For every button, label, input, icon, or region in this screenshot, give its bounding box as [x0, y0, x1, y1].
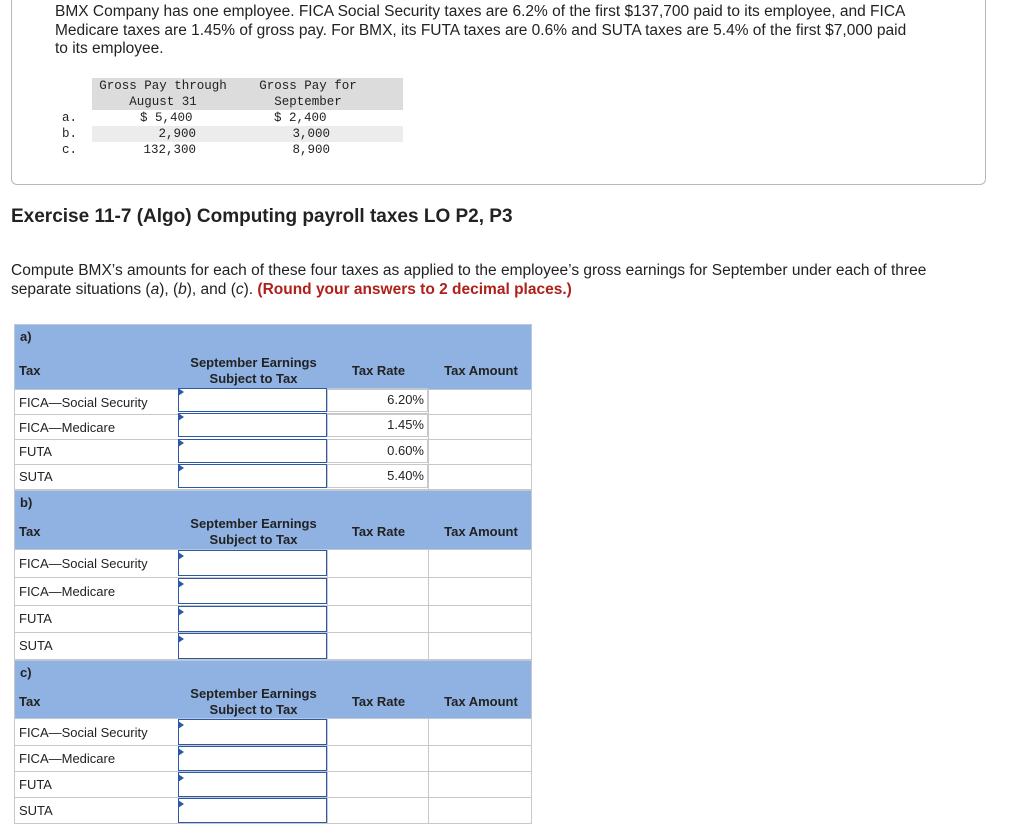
instructions-line-1: Compute BMX’s amounts for each of these four taxes as applied to the employee’s gross earnings for September under each of three	[11, 262, 927, 279]
instructions-line-2: separate situations (a), (b), and (c). (Round your answers to 2 decimal places.)	[11, 280, 572, 298]
col-header-amount: Tax Amount	[444, 694, 518, 709]
given-sep-value: 8,900	[292, 143, 330, 157]
col-header-tax: Tax	[19, 694, 41, 709]
tax-rate: 0.60%	[327, 439, 428, 463]
earnings-input-b-medicare[interactable]	[178, 578, 327, 604]
earnings-input-c-suta[interactable]	[178, 798, 327, 823]
tax-rate: 6.20%	[327, 388, 428, 412]
given-row-label: c.	[62, 143, 78, 157]
input-marker-icon	[178, 580, 184, 588]
col-header-rate: Tax Rate	[351, 363, 406, 378]
given-row-label: a.	[62, 111, 78, 125]
earnings-input-b-social-security[interactable]	[178, 550, 327, 576]
col-header-rate: Tax Rate	[351, 524, 406, 539]
tax-name: FUTA	[19, 611, 52, 626]
col-header-tax: Tax	[19, 363, 41, 378]
tax-name: FUTA	[19, 444, 52, 459]
given-aug-value: $ 5,400	[140, 111, 193, 125]
given-aug-value: 2,900	[158, 127, 196, 141]
earnings-input-a-suta[interactable]	[178, 464, 327, 488]
earnings-input-a-social-security[interactable]	[178, 388, 327, 412]
intro-line-2: Medicare taxes are 1.45% of gross pay. For BMX, its FUTA taxes are 0.6% and SUTA taxes are 5.4% of the first $7,000 paid	[55, 21, 907, 39]
tax-name: FICA—Medicare	[19, 420, 116, 435]
payroll-tax-worksheet	[14, 324, 532, 825]
section-b-header	[14, 490, 532, 550]
col-header-amount: Tax Amount	[444, 363, 518, 378]
given-row-label: b.	[62, 127, 78, 141]
tax-name: SUTA	[19, 469, 53, 484]
tax-name: FICA—Social Security	[19, 395, 148, 410]
earnings-input-c-futa[interactable]	[178, 772, 327, 797]
given-col1-header-2: August 31	[129, 95, 197, 109]
intro-line-3: to its employee.	[55, 40, 164, 57]
given-col2-header-2: September	[274, 95, 342, 109]
table-border	[14, 390, 15, 824]
exercise-title: Exercise 11-7 (Algo) Computing payroll taxes LO P2, P3	[11, 206, 513, 227]
input-marker-icon	[178, 748, 184, 756]
input-marker-icon	[178, 635, 184, 643]
earnings-input-c-medicare[interactable]	[178, 746, 327, 771]
section-a-header	[14, 324, 532, 390]
col-header-earnings: September Earnings Subject to Tax	[190, 355, 317, 386]
col-header-tax: Tax	[19, 524, 41, 539]
table-border	[531, 390, 532, 824]
column-divider	[428, 390, 429, 490]
col-header-earnings: September Earnings Subject to Tax	[190, 686, 317, 717]
input-marker-icon	[178, 552, 184, 560]
tax-name: SUTA	[19, 638, 53, 653]
earnings-input-a-futa[interactable]	[178, 439, 327, 463]
earnings-input-c-social-security[interactable]	[178, 719, 327, 745]
rounding-note: (Round your answers to 2 decimal places.)	[257, 280, 572, 298]
given-sep-value: 3,000	[292, 127, 330, 141]
input-marker-icon	[178, 608, 184, 616]
tax-rate: 1.45%	[327, 413, 428, 437]
tax-name: FICA—Social Security	[19, 725, 148, 740]
tax-name: FUTA	[19, 777, 52, 792]
input-marker-icon	[178, 721, 184, 729]
problem-statement	[55, 3, 955, 59]
col-header-rate: Tax Rate	[351, 694, 406, 709]
given-sep-value: $ 2,400	[274, 111, 327, 125]
section-c-header	[14, 660, 532, 719]
intro-line-1: BMX Company has one employee. FICA Social Security taxes are 6.2% of the first $137,700 paid to its employee, and FICA	[55, 3, 906, 20]
input-marker-icon	[178, 774, 184, 782]
tax-name: SUTA	[19, 803, 53, 818]
col-header-earnings: September Earnings Subject to Tax	[190, 516, 317, 547]
tax-rate: 5.40%	[327, 464, 428, 488]
column-divider	[428, 550, 429, 660]
tax-name: FICA—Medicare	[19, 751, 116, 766]
earnings-input-a-medicare[interactable]	[178, 413, 327, 437]
col-header-amount: Tax Amount	[444, 524, 518, 539]
input-marker-icon	[178, 439, 184, 447]
given-col1-header-1: Gross Pay through	[99, 79, 227, 93]
input-marker-icon	[178, 413, 184, 421]
instructions	[11, 262, 1001, 299]
given-col2-header-1: Gross Pay for	[259, 79, 357, 93]
section-label: b)	[20, 495, 33, 510]
column-divider	[327, 719, 328, 824]
column-divider	[327, 550, 328, 660]
tax-name: FICA—Medicare	[19, 584, 116, 599]
input-marker-icon	[178, 800, 184, 808]
input-marker-icon	[178, 388, 184, 396]
given-row-bg	[92, 126, 403, 142]
section-label: c)	[20, 665, 32, 680]
earnings-input-b-futa[interactable]	[178, 606, 327, 632]
input-marker-icon	[178, 464, 184, 472]
tax-name: FICA—Social Security	[19, 556, 148, 571]
earnings-input-b-suta[interactable]	[178, 633, 327, 659]
section-label: a)	[20, 329, 32, 344]
given-aug-value: 132,300	[143, 143, 196, 157]
column-divider	[428, 719, 429, 824]
